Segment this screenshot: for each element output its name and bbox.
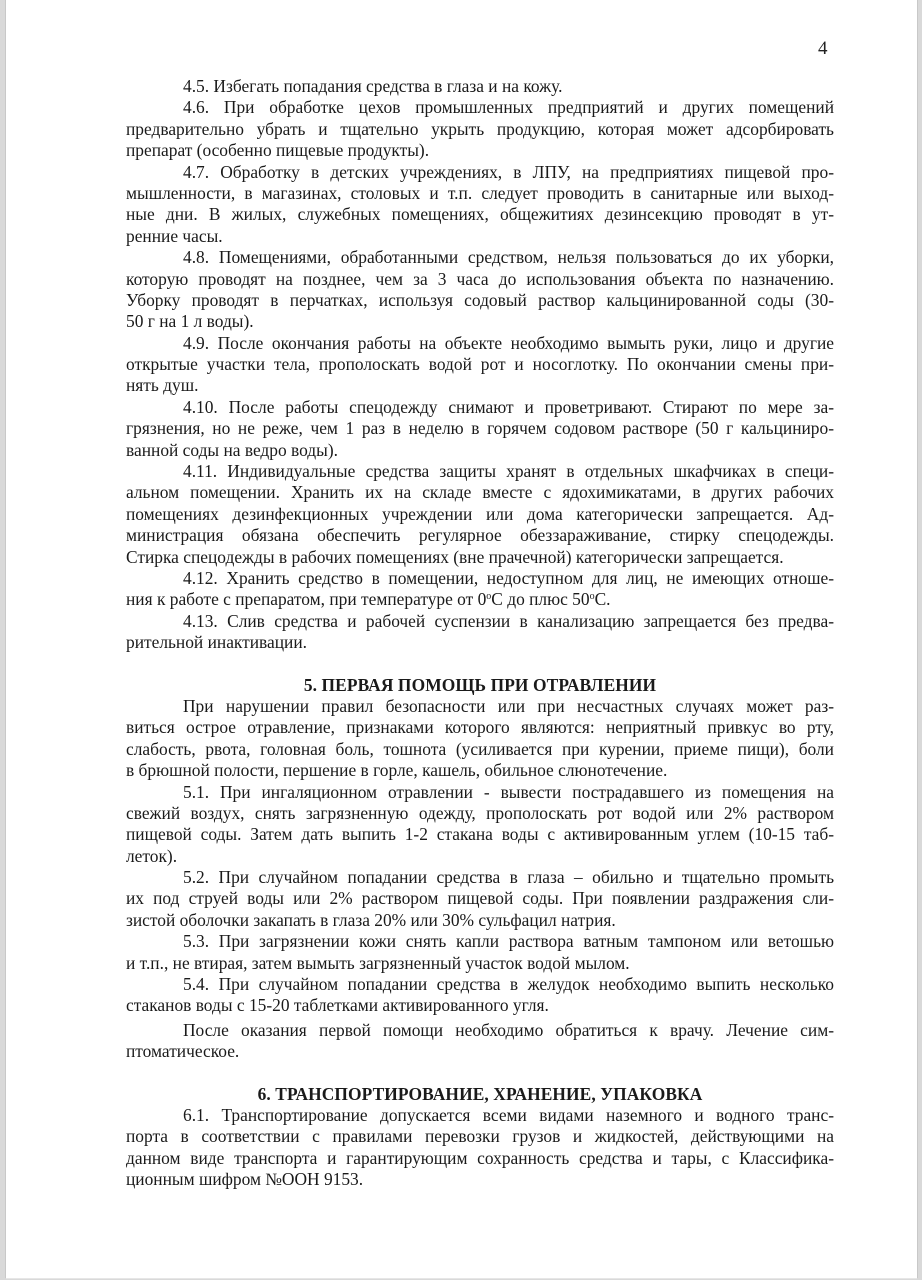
section-6-body [126,1105,834,1191]
text-line: 6.1. Транспортирование допускается всеми видами наземного и водного транс- [183,1105,834,1125]
section-spacer [126,1063,834,1084]
text-line: 5.4. При случайном попадании средства в желудок необходимо выпить несколько [183,974,834,995]
text-line: 4.12. Хранить средство в помещении, недоступном для лиц, не имеющих отноше- [183,567,834,588]
paragraph-intro [126,696,834,782]
paragraph-4-12 [126,568,834,611]
text-line: ния к работе с препаратом, при температуре от 0$^o$С до плюс 50$^o$С. [126,589,611,610]
paragraph-4-10 [126,397,834,461]
section-6-heading: 6. ТРАНСПОРТИРОВАНИЕ, ХРАНЕНИЕ, УПАКОВКА [257,1083,703,1104]
text-line: в брюшной полости, першение в горле, кашель, обильное слюнотечение. [126,760,668,781]
text-line: Уборку проводят в перчатках, используя содовый раствор кальцинированной соды (30- [126,289,834,310]
paragraph-4-8 [126,247,834,333]
text-line: предварительно убрать и тщательно укрыть продукцию, которая может адсорбировать [126,118,834,139]
text-line: зистой оболочки закапать в глаза 20% или 30% сульфацил натрия. [126,909,616,930]
text-line: рительной инактивации. [126,632,308,653]
degree-sign: o [486,591,492,603]
paragraph-4-13 [126,611,834,654]
text-line: ванной соды на ведро воды). [126,439,338,460]
text-line: и т.п., не втирая, затем вымыть загрязненный участок водой мылом. [126,952,630,973]
paragraph-4-7 [126,162,834,248]
paragraph-5-4 [126,974,834,1017]
text-line: Стирка спецодежды в рабочих помещениях (вне прачечной) категорически запрещается. [126,546,784,567]
paragraph-after [126,1020,834,1063]
text-line: 5.3. При загрязнении кожи снять капли раствора ватным тампоном или ветошью [183,931,834,952]
degree-sign: o [589,591,595,603]
paragraph-4-9 [126,333,834,397]
section-4-continued [126,76,834,654]
text-line: ренние часы. [126,225,223,246]
text-line: 50 г на 1 л воды). [126,311,254,332]
text-line: 5.1. При ингаляционном отравлении - вывести пострадавшего из помещения на [183,781,834,802]
paragraph-5-3 [126,931,834,974]
text-line: нять душ. [126,375,199,396]
paragraph-4-6 [126,97,834,161]
text-line: помещениях дезинфекционных учреждении или дома категорически запрещается. Ад- [126,503,834,524]
text-line: 4.5. Избегать попадания средства в глаза и на кожу. [183,76,563,96]
document-body [126,76,834,1191]
text-line: которую проводят на позднее, чем за 3 часа до использования объекта по назначению. [126,268,834,289]
text-line: порта в соответствии с правилами перевозки грузов и жидкостей, действующими на [126,1126,834,1147]
text-line: 4.10. После работы спецодежду снимают и проветривают. Стирают по мере за- [183,396,834,417]
text-line: ные дни. В жилых, служебных помещениях, общежитиях дезинсекцию проводят в ут- [126,204,834,225]
text-line: министрация обязана обеспечить регулярное обеззараживание, стирку спецодежды. [126,525,834,546]
section-spacer [126,654,834,675]
text-line: При нарушении правил безопасности или при несчастных случаях может раз- [183,695,834,716]
text-line: 4.11. Индивидуальные средства защиты хранят в отдельных шкафчиках в специ- [183,461,834,482]
text-line: 4.7. Обработку в детских учреждениях, в ЛПУ, на предприятиях пищевой про- [183,161,834,182]
text-line: 4.8. Помещениями, обработанными средством, нельзя пользоваться до их уборки, [183,247,834,268]
paragraph-5-2 [126,867,834,931]
paragraph-4-5 [126,76,834,97]
text-line: 4.6. При обработке цехов промышленных предприятий и других помещений [183,97,834,118]
section-5-heading: 5. ПЕРВАЯ ПОМОЩЬ ПРИ ОТРАВЛЕНИИ [303,674,657,695]
text-line: препарат (особенно пищевые продукты). [126,140,430,161]
text-line: стаканов воды с 15-20 таблетками активированного угля. [126,995,549,1016]
paragraph-4-11 [126,461,834,568]
paragraph-5-1 [126,782,834,868]
text-line: ционным шифром №ООН 9153. [126,1169,364,1190]
text-line: 5.2. При случайном попадании средства в глаза – обильно и тщательно промыть [183,867,834,888]
page-number: 4 [818,38,828,59]
text-line: альном помещении. Хранить их на складе вместе с ядохимикатами, в других рабочих [126,482,834,503]
document-page [5,0,918,1279]
text-line: данном виде транспорта и гарантирующим сохранность средства и тары, с Классифика- [126,1147,834,1168]
text-line: виться острое отравление, признаками которого являются: неприятный привкус во рту, [126,717,834,738]
text-line: открытые участки тела, прополоскать водой рот и носоглотку. По окончании смены при- [126,354,834,375]
text-line: птоматическое. [126,1041,240,1062]
text-line: леток). [126,845,178,866]
paragraph-6-1 [126,1105,834,1191]
text-line: слабость, рвота, головная боль, тошнота (усиливается при курении, приеме пищи), боли [126,738,834,759]
section-5-body [126,696,834,1063]
text-line: После оказания первой помощи необходимо обратиться к врачу. Лечение сим- [183,1019,834,1040]
text-line: грязнения, но не реже, чем 1 раз в неделю в горячем содовом растворе (50 г кальциниро- [126,418,834,439]
text-line: 4.9. После окончания работы на объекте необходимо вымыть руки, лицо и другие [183,332,834,353]
text-line: их под струей воды или 2% раствором пищевой соды. При появлении раздражения сли- [126,888,834,909]
text-line: 4.13. Слив средства и рабочей суспензии в канализацию запрещается без предва- [183,610,834,631]
text-line: свежий воздух, снять загрязненную одежду, прополоскать рот водой или 2% раствором [126,802,834,823]
text-line: пищевой соды. Затем дать выпить 1-2 стакана воды с активированным углем (10-15 таб- [126,824,834,845]
text-line: мышленности, в магазинах, столовых и т.п. следует проводить в санитарные или выход- [126,182,834,203]
